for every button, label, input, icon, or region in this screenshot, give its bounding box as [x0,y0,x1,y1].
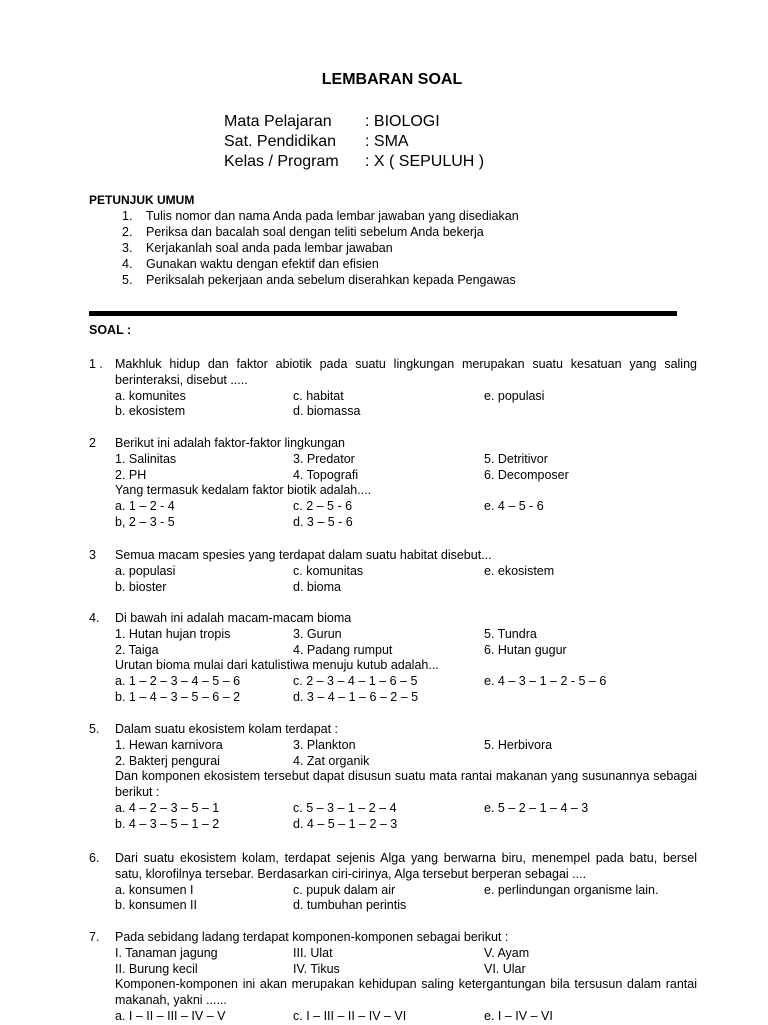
instruction-number: 1. [122,209,133,223]
item: 3. Plankton [293,737,356,752]
question-number: 1 . [89,357,103,371]
item: 2. Bakterj pengurai [115,753,220,768]
option: a. konsumen I [115,882,194,897]
option: c. 5 – 3 – 1 – 2 – 4 [293,800,397,815]
item: III. Ulat [293,945,333,960]
item: 5. Tundra [484,626,537,641]
question-3 [89,548,697,595]
option: c. I – III – II – IV – VI [293,1008,407,1023]
instruction-number: 3. [122,241,133,255]
option: c. 2 – 5 - 6 [293,499,353,514]
item: 6. Hutan gugur [484,642,567,657]
section-divider [89,311,677,316]
question-7 [89,930,697,1025]
item: 3. Predator [293,451,355,466]
option: e. 5 – 2 – 1 – 4 – 3 [484,800,589,815]
item-row [115,962,697,978]
item: 2. PH [115,467,147,482]
item-row [115,738,697,754]
meta-row-class [224,152,484,172]
option: e. ekosistem [484,563,555,578]
question-prompt: Komponen-komponen ini akan merupakan kehidupan saling ketergantungan bila tersusun dalam rantai makanah, yakni ...... [115,977,697,1008]
instruction-number: 4. [122,257,133,271]
option-row [115,690,697,706]
question-number: 4. [89,611,100,625]
item: 5. Detritivor [484,451,548,466]
instruction-item [122,256,519,272]
question-prompt: Yang termasuk kedalam faktor biotik adalah.... [115,483,372,498]
option: d. bioma [293,579,341,594]
option-row [115,499,697,515]
option: d. 3 – 4 – 1 – 6 – 2 – 5 [293,689,419,704]
item: 1. Hewan karnivora [115,737,223,752]
item: 4. Topografi [293,467,359,482]
option: a. 1 – 2 – 3 – 4 – 5 – 6 [115,674,241,689]
meta-value: : SMA [365,133,409,150]
item: 4. Zat organik [293,753,370,768]
option: a. I – II – III – IV – V [115,1008,226,1023]
item: 4. Padang rumput [293,642,393,657]
option: e. populasi [484,388,545,403]
item-row [115,754,697,770]
item-row [115,468,697,484]
instruction-text: Kerjakanlah soal anda pada lembar jawaban [146,241,393,255]
option: e. 4 – 5 - 6 [484,499,544,514]
item: I. Tanaman jagung [115,945,218,960]
option-row [115,898,697,914]
option-row [115,580,697,596]
option-row [115,817,697,833]
question-1 [89,357,697,420]
option: c. komunitas [293,563,364,578]
item: IV. Tikus [293,961,340,976]
instruction-item [122,240,519,256]
item-row [115,946,697,962]
meta-label: Sat. Pendidikan [224,133,337,150]
option: a. komunites [115,388,186,403]
item-row [115,627,697,643]
option: b. bioster [115,579,167,594]
option: a. 4 – 2 – 3 – 5 – 1 [115,800,220,815]
subject-info [224,112,484,172]
meta-value: : BIOLOGI [365,113,440,130]
questions-heading: SOAL : [89,323,132,337]
question-number: 2 [89,436,96,450]
option: c. habitat [293,388,344,403]
question-stem: Pada sebidang ladang terdapat komponen-komponen sebagai berikut : [115,930,509,944]
question-stem: Dari suatu ekosistem kolam, terdapat sejenis Alga yang berwarna biru, menempel pada batu, bersel satu, klorofilnya tersebar. Berdasarkan ciri-cirinya, Alga tersebut berperan sebagai .... [115,851,697,881]
document-title: LEMBARAN SOAL [321,71,463,88]
option: b. konsumen II [115,898,197,913]
option: d. biomassa [293,404,361,419]
option: b, 2 – 3 - 5 [115,514,175,529]
question-number: 5. [89,722,100,736]
option-row [115,564,697,580]
option-row [115,404,697,420]
item: 3. Gurun [293,626,342,641]
item: 5. Herbivora [484,737,553,752]
option: e. 4 – 3 – 1 – 2 - 5 – 6 [484,674,607,689]
option: a. populasi [115,563,176,578]
question-2 [89,436,697,531]
meta-label: Kelas / Program [224,153,339,170]
meta-row-subject [224,112,484,132]
item: 1. Salinitas [115,451,177,466]
meta-label: Mata Pelajaran [224,113,332,130]
option: d. tumbuhan perintis [293,898,407,913]
option-row [115,674,697,690]
item-row [115,643,697,659]
instruction-text: Periksalah pekerjaan anda sebelum diserahkan kepada Pengawas [146,273,516,287]
option: c. pupuk dalam air [293,882,396,897]
question-prompt: Dan komponen ekosistem tersebut dapat disusun suatu mata rantai makanan yang susunannya sebagai berikut : [115,769,697,800]
instruction-text: Periksa dan bacalah soal dengan teliti sebelum Anda bekerja [146,225,484,239]
question-stem: Makhluk hidup dan faktor abiotik pada suatu lingkungan merupakan suatu kesatuan yang saling berinteraksi, disebut ..... [115,357,697,387]
item: V. Ayam [484,945,530,960]
option-row [115,389,697,405]
option: d. 4 – 5 – 1 – 2 – 3 [293,816,398,831]
meta-value: : X ( SEPULUH ) [365,153,485,170]
option: b. 4 – 3 – 5 – 1 – 2 [115,816,220,831]
instruction-number: 5. [122,273,133,287]
option: e. perlindungan organisme lain. [484,882,659,897]
instructions-list [122,208,519,288]
option: b. 1 – 4 – 3 – 5 – 6 – 2 [115,689,241,704]
question-4 [89,611,697,706]
instruction-text: Gunakan waktu dengan efektif dan efisien [146,257,379,271]
question-5 [89,722,697,833]
question-stem: Semua macam spesies yang terdapat dalam suatu habitat disebut... [115,548,492,562]
instruction-item [122,208,519,224]
option: c. 2 – 3 – 4 – 1 – 6 – 5 [293,674,418,689]
option: a. 1 – 2 - 4 [115,499,175,514]
question-number: 3 [89,548,96,562]
instruction-number: 2. [122,225,133,239]
question-stem: Berikut ini adalah faktor-faktor lingkungan [115,436,345,450]
instruction-item [122,272,519,288]
option: b. ekosistem [115,404,186,419]
instructions-heading: PETUNJUK UMUM [89,193,195,207]
option: e. I – IV – VI [484,1008,553,1023]
option-row [115,1009,697,1025]
question-number: 6. [89,851,100,865]
instruction-text: Tulis nomor dan nama Anda pada lembar jawaban yang disediakan [146,209,519,223]
option-row [115,515,697,531]
option: d. 3 – 5 - 6 [293,514,353,529]
item-row [115,452,697,468]
item: II. Burung kecil [115,961,198,976]
question-6 [89,851,697,914]
option-row [115,801,697,817]
option-row [115,883,697,899]
meta-row-school [224,132,484,152]
question-stem: Di bawah ini adalah macam-macam bioma [115,611,352,625]
item: 2. Taiga [115,642,159,657]
item: VI. Ular [484,961,526,976]
instruction-item [122,224,519,240]
question-number: 7. [89,930,100,944]
question-prompt: Urutan bioma mulai dari katulistiwa menuju kutub adalah... [115,658,439,673]
item: 1. Hutan hujan tropis [115,626,231,641]
question-stem: Dalam suatu ekosistem kolam terdapat : [115,722,339,736]
item: 6. Decomposer [484,467,569,482]
